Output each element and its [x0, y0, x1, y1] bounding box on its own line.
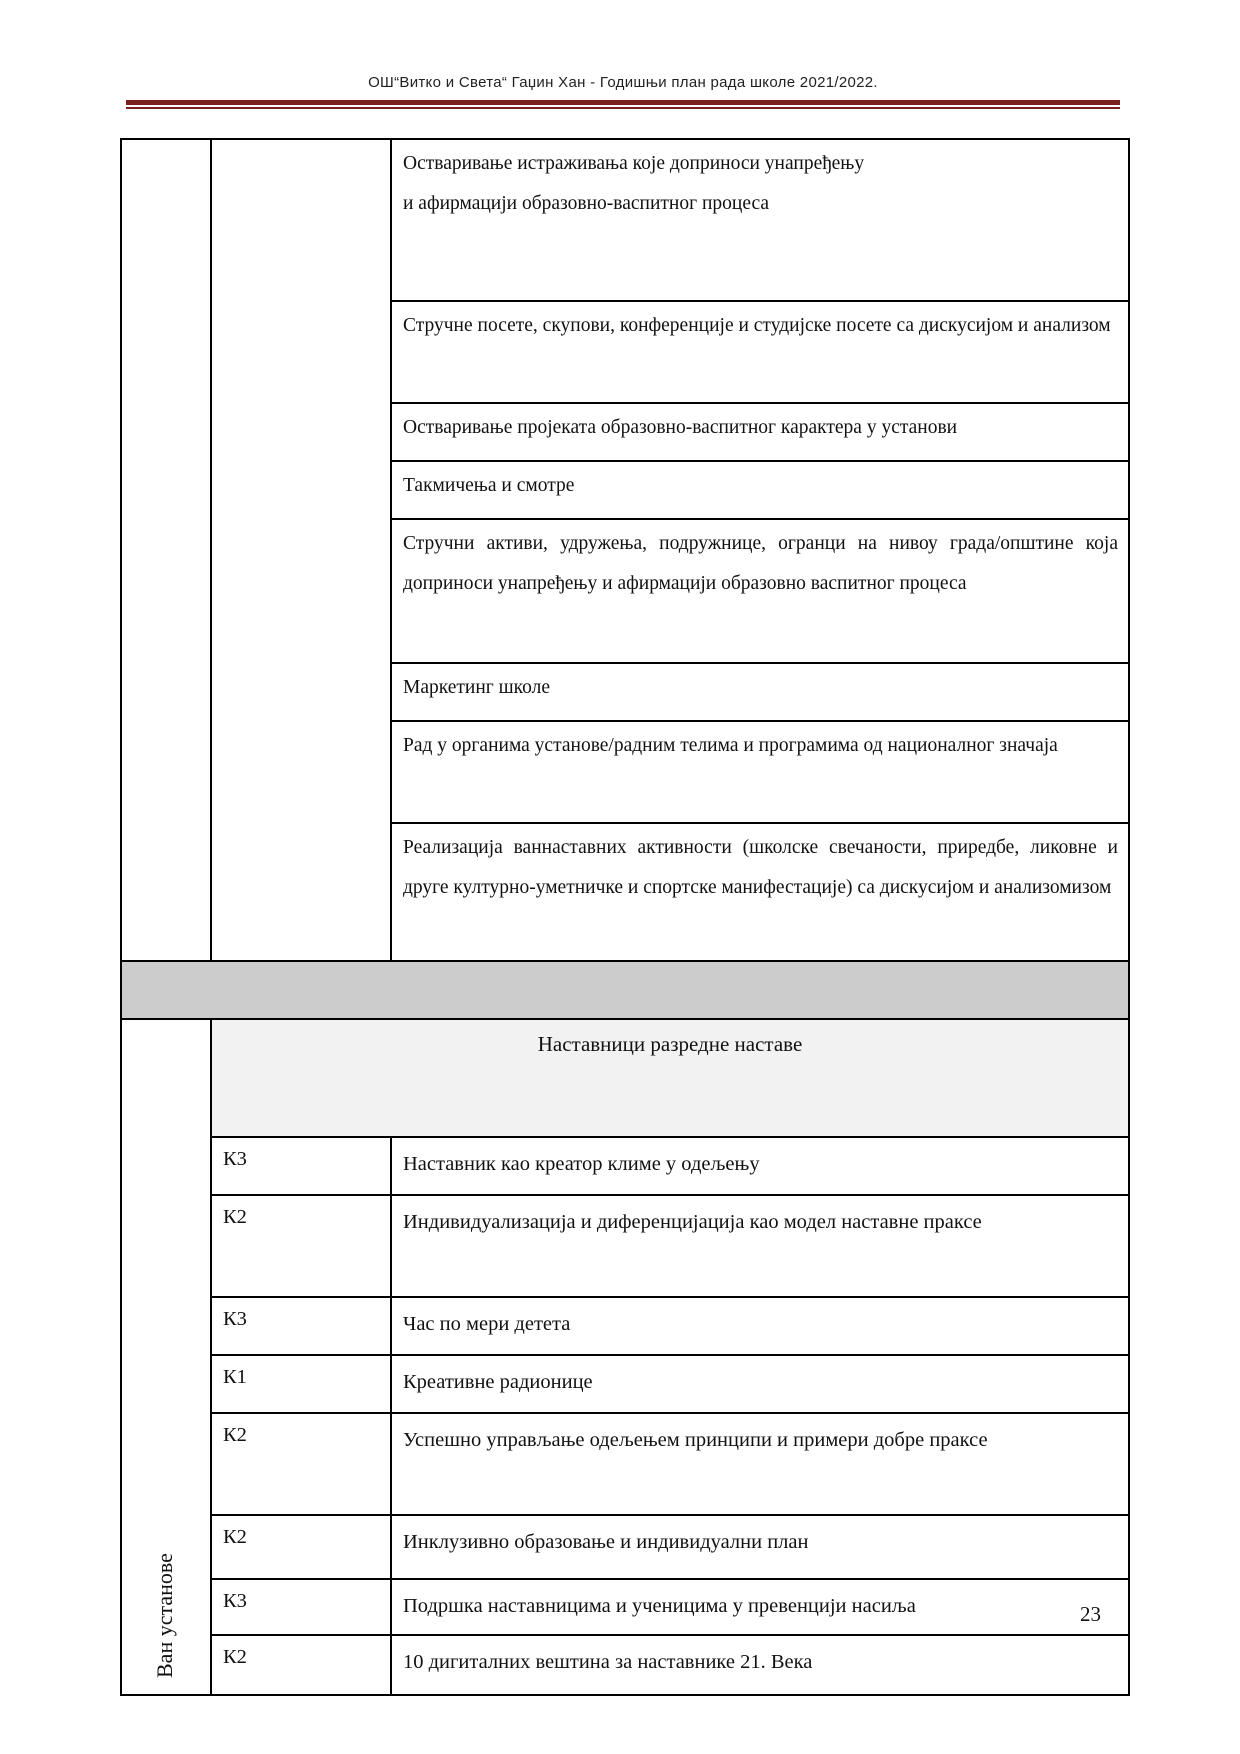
table-row — [212, 1298, 1128, 1356]
activity-cell — [392, 140, 1128, 302]
activities-block — [122, 140, 1128, 960]
training-topic: Подршка наставницима и ученицима у превенцији насиља — [403, 1595, 916, 1617]
activity-cell — [392, 404, 1128, 462]
table-row — [212, 1414, 1128, 1516]
competence-code: К2 — [212, 1196, 392, 1296]
table-row — [212, 1196, 1128, 1298]
empty-column-1 — [122, 140, 212, 960]
training-list — [212, 1020, 1128, 1694]
competence-code: К2 — [212, 1636, 392, 1694]
activity-cell — [392, 302, 1128, 404]
side-label: Ван установе — [152, 1553, 177, 1678]
competence-code: К3 — [212, 1138, 392, 1194]
activity-cell — [392, 722, 1128, 824]
table-row — [212, 1356, 1128, 1414]
table-row — [212, 1580, 1128, 1636]
header-rule-thick — [126, 100, 1120, 105]
page-header: ОШ“Витко и Света“ Гаџин Хан - Годишњи план рада школе 2021/2022. — [368, 74, 878, 91]
outside-institution-block — [122, 1020, 1128, 1694]
training-topic: Креативне радионице — [403, 1371, 593, 1393]
activity-text: Стручне посете, скупови, конференције и студијске посете са дискусијом и анализом — [403, 315, 1111, 336]
table-row — [212, 1138, 1128, 1196]
activity-cell — [392, 824, 1128, 960]
activity-cell — [392, 664, 1128, 722]
activity-text: Рад у органима установе/радним телима и програмима од националног значаја — [403, 735, 1058, 756]
side-label-column — [122, 1020, 212, 1694]
activity-cell — [392, 520, 1128, 664]
section-title: Наставници разредне наставе — [212, 1020, 1128, 1138]
activities-column — [392, 140, 1128, 960]
training-topic: Наставник као креатор климе у одељењу — [403, 1153, 760, 1175]
training-topic: Инклузивно образовање и индивидуални план — [403, 1531, 809, 1553]
competence-code: К3 — [212, 1298, 392, 1354]
training-topic: Час по мери детета — [403, 1313, 571, 1335]
competence-code: К1 — [212, 1356, 392, 1412]
training-topic: Успешно управљање одељењем принципи и примери добре праксе — [403, 1429, 988, 1451]
competence-code: К2 — [212, 1414, 392, 1514]
table-row — [212, 1636, 1128, 1694]
training-topic: 10 дигиталних вештина за наставнике 21. Века — [403, 1651, 813, 1673]
activity-cell — [392, 462, 1128, 520]
table-row — [212, 1516, 1128, 1580]
activity-text: Остваривање истраживања које доприноси унапређењу и афирмацији образовно-васпитног процеса — [403, 153, 865, 214]
activity-text: Маркетинг школе — [403, 677, 551, 698]
activity-text: Стручни активи, удружења, подружнице, огранци на нивоу града/општине која доприноси унапређењу и афирмацији образовно васпитног процеса — [403, 533, 1118, 594]
header-rule-thin — [126, 107, 1120, 109]
empty-column-2 — [212, 140, 392, 960]
competence-code: К3 — [212, 1580, 392, 1634]
activity-text: Реализација ваннаставних активности (школске свечаности, приредбе, ликовне и друге културно-уметничке и спортске манифестације) са дискусијом и анализомизом — [403, 837, 1118, 898]
plan-table — [120, 138, 1130, 1696]
grey-separator-row — [122, 960, 1128, 1020]
competence-code: К2 — [212, 1516, 392, 1578]
training-topic: Индивидуализација и диференцијација као модел наставне праксе — [403, 1211, 982, 1233]
activity-text: Такмичења и смотре — [403, 475, 575, 496]
page-number: 23 — [1080, 1602, 1101, 1626]
activity-text: Остваривање пројеката образовно-васпитног карактера у установи — [403, 417, 958, 438]
